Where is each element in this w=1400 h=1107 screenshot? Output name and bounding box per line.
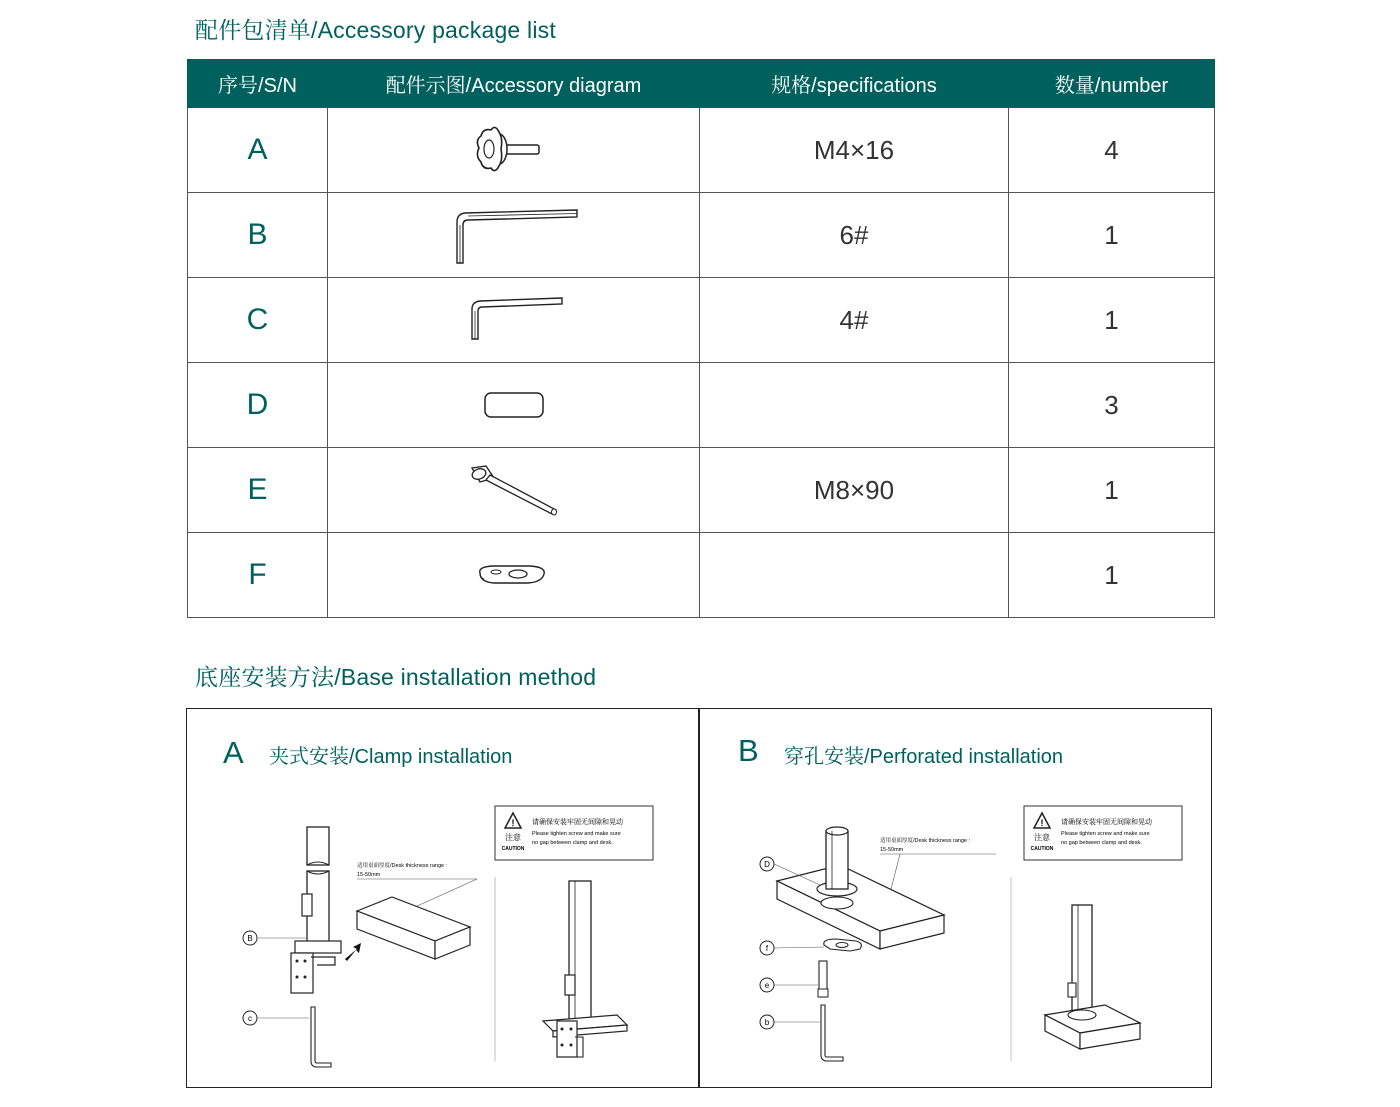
hex-key-tool-icon <box>311 1007 331 1067</box>
header-sn: 序号/S/N <box>188 60 328 108</box>
row-sn: C <box>188 278 328 363</box>
row-spec: 4# <box>700 278 1009 363</box>
row-number: 4 <box>1009 108 1215 193</box>
hex-key-tool-icon <box>821 1005 843 1061</box>
desk-block <box>357 897 470 959</box>
desk-thickness-value: 15-50mm <box>880 847 904 853</box>
table-row <box>188 448 1215 533</box>
svg-text:!: ! <box>1040 818 1044 828</box>
caution-cn-text: 请确保安装牢固无间隙和晃动 <box>532 818 623 826</box>
row-number: 1 <box>1009 278 1215 363</box>
caution-box <box>495 806 653 860</box>
clamp-pole-left <box>291 827 341 993</box>
bolt-part <box>818 961 828 997</box>
clamp-assembled-pole <box>543 881 627 1057</box>
table-row <box>188 193 1215 278</box>
perforated-desk <box>777 827 944 949</box>
caution-cn-title: 注意 <box>505 833 521 842</box>
table-row <box>188 108 1215 193</box>
hex-key-small-icon <box>464 295 564 345</box>
perforated-installation-diagram <box>700 709 1211 1087</box>
clamp-installation-diagram <box>187 709 698 1087</box>
row-sn: D <box>188 363 328 448</box>
callout-d: D <box>764 860 770 869</box>
table-row <box>188 533 1215 618</box>
perforated-assembled-pole <box>1045 905 1140 1049</box>
caution-en-line1: Please tighten screw and make sure <box>1061 831 1150 837</box>
callout-f: f <box>765 944 769 953</box>
caution-cn-title: 注意 <box>1034 833 1050 842</box>
thumb-screw-icon <box>469 120 559 180</box>
callout-c: c <box>248 1014 252 1023</box>
accessory-table <box>187 59 1215 618</box>
row-sn: F <box>188 533 328 618</box>
table-row <box>188 278 1215 363</box>
row-spec: M8×90 <box>700 448 1009 533</box>
row-sn: A <box>188 108 328 193</box>
clamp-section-letter: A <box>223 735 244 770</box>
table-row <box>188 363 1215 448</box>
caution-box <box>1024 806 1182 860</box>
grommet-plate-icon <box>474 558 554 592</box>
row-spec <box>700 533 1009 618</box>
header-spec: 规格/specifications <box>700 60 1009 108</box>
row-number: 3 <box>1009 363 1215 448</box>
callout-e: e <box>764 981 770 990</box>
caution-en-title: CAUTION <box>1030 846 1054 852</box>
long-bolt-icon <box>464 462 564 518</box>
callout-b: B <box>247 934 253 943</box>
accessory-table-header <box>188 60 1215 108</box>
row-spec: M4×16 <box>700 108 1009 193</box>
caution-en-title: CAUTION <box>501 846 525 852</box>
desk-thickness-label: 适用桌面厚度/Desk thickness range : <box>357 863 448 869</box>
row-number: 1 <box>1009 448 1215 533</box>
grommet-plate-part <box>824 939 862 951</box>
perforated-section-letter: B <box>738 733 759 768</box>
caution-en-line1: Please tighten screw and make sure <box>532 831 621 837</box>
desk-thickness-value: 15-50mm <box>357 872 381 878</box>
row-number: 1 <box>1009 193 1215 278</box>
row-sn: E <box>188 448 328 533</box>
row-sn: B <box>188 193 328 278</box>
row-spec <box>700 363 1009 448</box>
svg-text:!: ! <box>511 818 515 828</box>
row-spec: 6# <box>700 193 1009 278</box>
caution-en-line2: no gap between clamp and desk. <box>1061 840 1142 846</box>
installation-panel <box>186 708 1212 1088</box>
header-number: 数量/number <box>1009 60 1215 108</box>
arrow-icon <box>345 943 361 961</box>
row-number: 1 <box>1009 533 1215 618</box>
rubber-pad-icon <box>479 388 549 422</box>
header-diagram: 配件示图/Accessory diagram <box>328 60 700 108</box>
clamp-section-title: 夹式安装/Clamp installation <box>269 746 513 768</box>
hex-key-large-icon <box>449 205 579 265</box>
perforated-section-title: 穿孔安装/Perforated installation <box>784 746 1064 768</box>
caution-cn-text: 请确保安装牢固无间隙和晃动 <box>1061 818 1152 826</box>
installation-heading: 底座安装方法/Base installation method <box>195 664 597 690</box>
callout-b: b <box>764 1018 770 1027</box>
desk-thickness-label: 适用桌面厚度/Desk thickness range : <box>880 838 971 844</box>
caution-en-line2: no gap between clamp and desk. <box>532 840 613 846</box>
accessory-list-heading: 配件包清单/Accessory package list <box>195 17 556 43</box>
